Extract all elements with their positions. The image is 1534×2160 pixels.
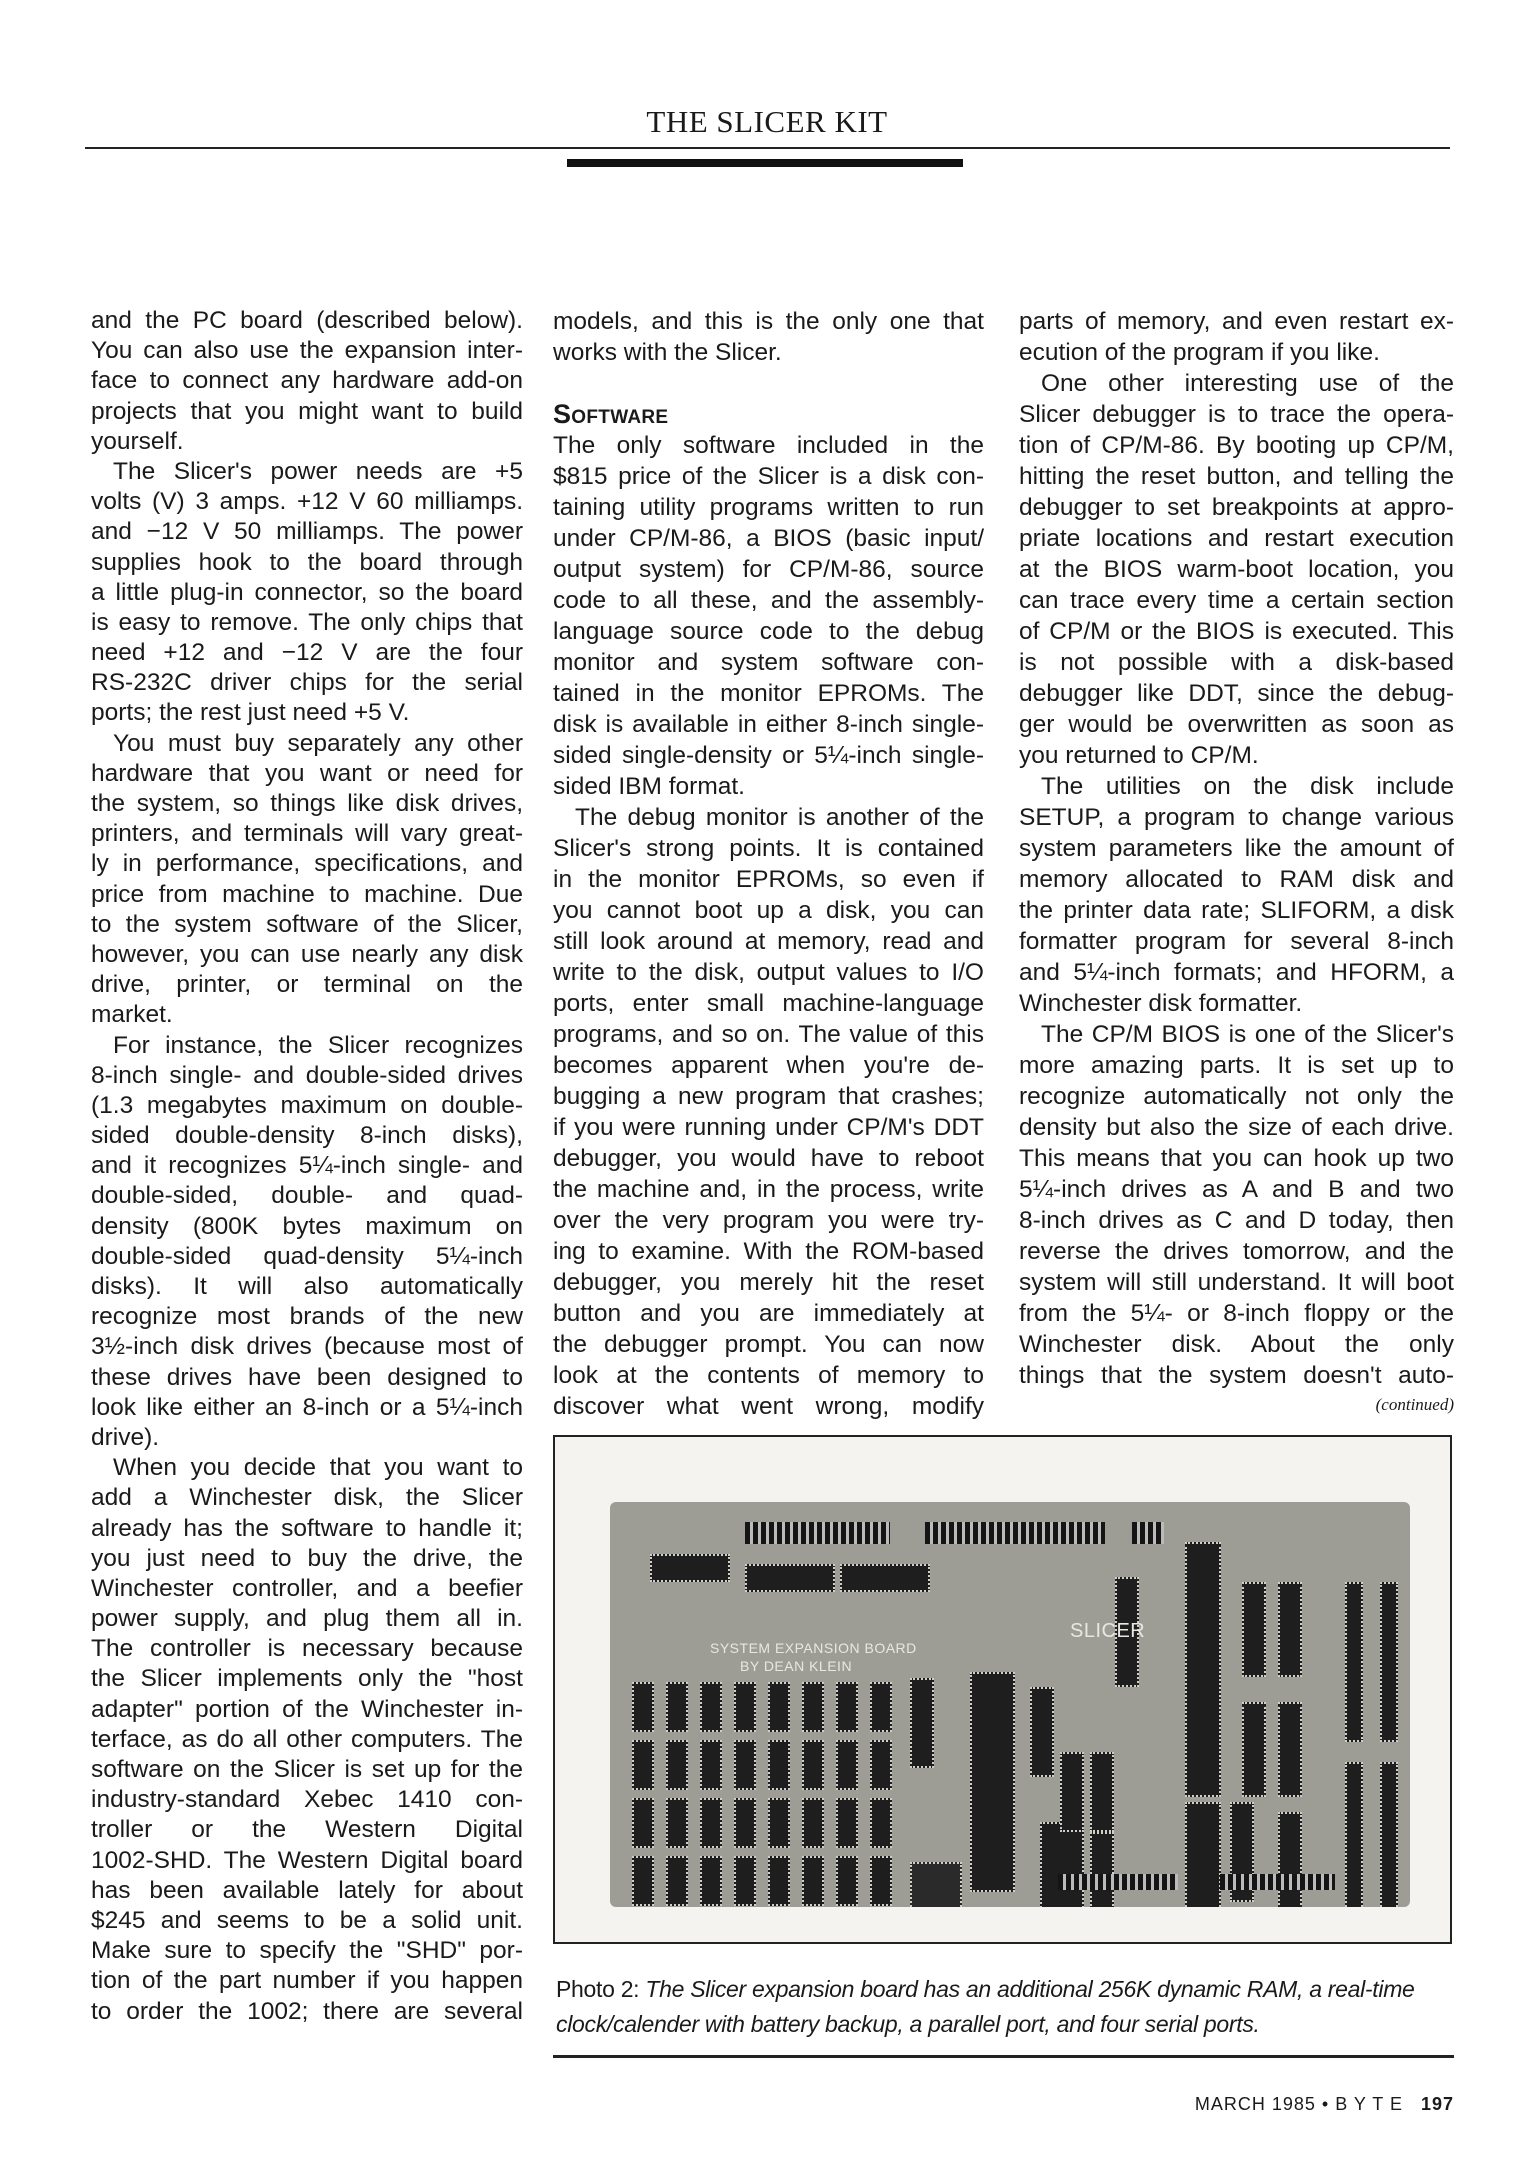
- text-line: look at the contents of memory to: [553, 1362, 984, 1389]
- page-footer: [1195, 2094, 1454, 2115]
- text-line: power supply, and plug them all in.: [91, 1605, 523, 1633]
- text-line: disks). It will also automatically: [91, 1273, 523, 1300]
- text-line: and it recognizes 5¼-inch single- and: [91, 1152, 523, 1180]
- paragraph: [1019, 771, 1454, 1019]
- ic-chip: [1278, 1702, 1302, 1797]
- paragraph: [1019, 306, 1454, 368]
- text-line: of CP/M or the BIOS is executed. This: [1019, 618, 1454, 645]
- text-line: disk is available in either 8-inch single-: [553, 711, 984, 738]
- text-line: language source code to the debug: [553, 618, 984, 645]
- text-line: memory allocated to RAM disk and: [1019, 866, 1454, 893]
- text-line: volts (V) 3 amps. +12 V 60 milliamps.: [91, 488, 523, 516]
- text-line: the machine and, in the process, write: [553, 1176, 984, 1203]
- text-line: One other interesting use of the: [1041, 370, 1454, 397]
- text-line: tained in the monitor EPROMs. The: [553, 680, 984, 707]
- ram-chip: [700, 1798, 722, 1848]
- paragraph: [91, 1031, 523, 1454]
- spacer: [553, 368, 984, 399]
- ram-chip: [666, 1682, 688, 1732]
- text-line: When you decide that you want to: [113, 1454, 523, 1482]
- text-line: bugging a new program that crashes;: [553, 1083, 984, 1110]
- text-line: This means that you can hook up two: [1019, 1145, 1454, 1172]
- text-line: debugger to set breakpoints at appro-: [1019, 494, 1454, 521]
- text-line: debugger like DDT, since the debug-: [1019, 680, 1454, 707]
- ram-chip: [802, 1740, 824, 1790]
- text-line: has been available lately for about: [91, 1876, 523, 1904]
- text-line: sided IBM format.: [553, 773, 745, 800]
- text-line: the system, so things like disk drives,: [91, 790, 523, 817]
- ram-chip: [768, 1856, 790, 1906]
- text-line: tion of CP/M-86. By booting up CP/M,: [1019, 432, 1454, 459]
- text-line: The only software included in the: [553, 432, 984, 459]
- text-line: need +12 and −12 V are the four: [91, 639, 523, 667]
- text-line: printers, and terminals will vary great-: [91, 820, 523, 848]
- text-line: sided single-density or 5¼-inch single-: [553, 742, 984, 769]
- text-line: becomes apparent when you're de-: [553, 1052, 984, 1079]
- photo-caption: [556, 1972, 1454, 2042]
- text-line: ger would be overwritten as soon as: [1019, 711, 1454, 738]
- header-connector: [925, 1522, 1105, 1544]
- header-connector: [1132, 1522, 1164, 1544]
- ram-chip: [632, 1740, 654, 1790]
- ram-chip: [632, 1682, 654, 1732]
- text-line: double-sided quad-density 5¼-inch: [91, 1242, 523, 1270]
- paragraph: [91, 306, 523, 457]
- board-label-slicer: SLICER: [1070, 1620, 1146, 1642]
- text-line: face to connect any hardware add-on: [91, 367, 523, 395]
- text-line: $815 price of the Slicer is a disk con-: [553, 463, 984, 490]
- text-line: priate locations and restart execution: [1019, 525, 1454, 552]
- ram-chip: [836, 1740, 858, 1790]
- text-line: works with the Slicer.: [553, 339, 782, 366]
- paragraph: [1019, 368, 1454, 771]
- text-line: 8-inch single- and double-sided drives: [91, 1061, 523, 1089]
- text-line: Winchester disk. About the only: [1019, 1331, 1454, 1358]
- ram-chip: [870, 1682, 892, 1732]
- paragraph: [553, 802, 984, 1422]
- text-line: code to all these, and the assembly-: [553, 587, 984, 614]
- text-line: 5¼-inch drives as A and B and two: [1019, 1176, 1454, 1203]
- caption-rule: [553, 2055, 1454, 2058]
- text-line: density (800K bytes maximum on: [91, 1212, 523, 1240]
- ram-chip: [870, 1856, 892, 1906]
- text-line: price from machine to machine. Due: [91, 880, 523, 908]
- text-line: and 5¼-inch formats; and HFORM, a: [1019, 959, 1454, 986]
- text-line: is easy to remove. The only chips that: [91, 608, 523, 636]
- text-line: and the PC board (described below).: [91, 307, 523, 334]
- text-line: debugger, you would have to reboot: [553, 1145, 984, 1172]
- text-line: recognize most brands of the new: [91, 1303, 523, 1331]
- text-line: the debugger prompt. You can now: [553, 1331, 984, 1358]
- text-line: programs, and so on. The value of this: [553, 1021, 984, 1048]
- paragraph: [91, 1453, 523, 2027]
- ram-chip: [870, 1740, 892, 1790]
- text-line: $245 and seems to be a solid unit.: [91, 1906, 523, 1934]
- text-line: 3½-inch disk drives (because most of: [91, 1333, 523, 1361]
- ic-chip: [650, 1554, 730, 1582]
- photo-2-frame: [553, 1435, 1452, 1944]
- running-head: THE SLICER KIT: [646, 104, 888, 139]
- ram-chip: [802, 1798, 824, 1848]
- ram-chip: [666, 1856, 688, 1906]
- text-line: ecution of the program if you like.: [1019, 339, 1380, 366]
- ram-chip: [768, 1798, 790, 1848]
- text-line: supplies hook to the board through: [91, 548, 523, 576]
- text-line: recognize automatically not only the: [1019, 1083, 1454, 1110]
- ram-chip: [666, 1740, 688, 1790]
- text-line: to order the 1002; there are several: [91, 1997, 523, 2025]
- ram-chip: [768, 1682, 790, 1732]
- text-line: double-sided, double- and quad-: [91, 1182, 523, 1210]
- text-line: The Slicer's power needs are +5: [113, 457, 523, 485]
- caption-text: The Slicer expansion board has an additional 256K dynamic RAM, a real-time clock/calender with battery backup, a parallel port, and four serial ports.: [556, 1976, 1415, 2037]
- text-line: write to the disk, output values to I/O: [553, 959, 984, 986]
- text-line: if you were running under CP/M's DDT: [553, 1114, 984, 1141]
- ram-chip: [666, 1798, 688, 1848]
- controller-chip: [1185, 1802, 1221, 1907]
- text-line: hardware that you want or need for: [91, 759, 523, 787]
- text-line: you returned to CP/M.: [1019, 742, 1259, 769]
- text-line: yourself.: [91, 427, 184, 455]
- text-line: parts of memory, and even restart ex-: [1019, 308, 1454, 335]
- header-rule: [85, 147, 1450, 149]
- ram-chip: [802, 1856, 824, 1906]
- text-line: drive).: [91, 1423, 160, 1451]
- text-line: models, and this is the only one that: [553, 308, 984, 335]
- text-line: discover what went wrong, modify: [553, 1393, 984, 1420]
- ic-chip: [1060, 1752, 1084, 1832]
- paragraph: [1019, 1019, 1454, 1391]
- text-line: to the system software of the Slicer,: [91, 910, 523, 938]
- paragraph: [553, 430, 984, 802]
- text-line: from the 5¼- or 8-inch floppy or the: [1019, 1300, 1454, 1327]
- text-line: more amazing parts. It is set up to: [1019, 1052, 1454, 1079]
- text-column-3: [1019, 306, 1454, 1419]
- battery-pack: [910, 1862, 962, 1907]
- ram-chip: [836, 1856, 858, 1906]
- text-line: The CP/M BIOS is one of the Slicer's: [1041, 1021, 1454, 1048]
- header-connector: [1058, 1874, 1178, 1890]
- ic-chip: [1242, 1582, 1266, 1677]
- footer-issue: MARCH 1985 • B Y T E: [1194, 2094, 1403, 2114]
- continued-note: (continued): [1375, 1395, 1454, 1414]
- text-column-2: [553, 306, 984, 1422]
- text-line: under CP/M-86, a BIOS (basic input/: [553, 525, 984, 552]
- text-line: add a Winchester disk, the Slicer: [91, 1484, 523, 1512]
- text-line: 1002-SHD. The Western Digital board: [91, 1846, 523, 1874]
- text-line: drive, printer, or terminal on the: [91, 971, 523, 999]
- text-line: debugger, you merely hit the reset: [553, 1269, 984, 1296]
- text-line: can trace every time a certain section: [1019, 587, 1454, 614]
- board-label-title: SYSTEM EXPANSION BOARD: [710, 1640, 917, 1656]
- text-line: these drives have been designed to: [91, 1363, 523, 1391]
- ram-chip: [734, 1740, 756, 1790]
- ic-chip: [910, 1678, 934, 1768]
- ram-chip: [700, 1740, 722, 1790]
- caption-label: Photo 2:: [556, 1976, 640, 2002]
- text-line: you cannot boot up a disk, you can: [553, 897, 984, 924]
- ic-chip: [745, 1564, 835, 1592]
- serial-port-header: [1345, 1762, 1363, 1907]
- ram-chip: [768, 1740, 790, 1790]
- text-line: things that the system doesn't auto-: [1019, 1362, 1454, 1389]
- text-line: troller or the Western Digital: [91, 1816, 523, 1844]
- text-line: still look around at memory, read and: [553, 928, 984, 955]
- text-line: reverse the drives tomorrow, and the: [1019, 1238, 1454, 1265]
- text-line: adapter" portion of the Winchester in-: [91, 1695, 523, 1723]
- text-line: is not possible with a disk-based: [1019, 649, 1454, 676]
- board-label-author: BY DEAN KLEIN: [740, 1658, 853, 1674]
- text-line: industry-standard Xebec 1410 con-: [91, 1786, 523, 1814]
- text-line: ing to examine. With the ROM-based: [553, 1238, 984, 1265]
- text-line: projects that you might want to build: [91, 397, 523, 425]
- text-line: You must buy separately any other: [113, 729, 523, 757]
- ram-chip: [700, 1856, 722, 1906]
- controller-chip: [1185, 1542, 1221, 1797]
- text-line: density but also the size of each drive.: [1019, 1114, 1454, 1141]
- ram-chip: [870, 1798, 892, 1848]
- ram-chip: [734, 1682, 756, 1732]
- text-line: already has the software to handle it;: [91, 1514, 523, 1542]
- text-line: RS-232C driver chips for the serial: [91, 669, 523, 697]
- ic-chip: [1030, 1687, 1054, 1777]
- text-line: terface, as do all other computers. The: [91, 1725, 523, 1753]
- text-line: 8-inch drives as C and D today, then: [1019, 1207, 1454, 1234]
- ic-chip: [1090, 1832, 1114, 1907]
- text-line: ports; the rest just need +5 V.: [91, 699, 410, 727]
- text-line: You can also use the expansion inter-: [91, 337, 523, 365]
- text-line: tion of the part number if you happen: [91, 1967, 523, 1995]
- text-line: software on the Slicer is set up for the: [91, 1756, 523, 1783]
- text-line: at the BIOS warm-boot location, you: [1019, 556, 1454, 583]
- text-line: output system) for CP/M-86, source: [553, 556, 984, 583]
- header-bar: [567, 159, 963, 167]
- ram-chip: [802, 1682, 824, 1732]
- ic-chip: [1040, 1822, 1084, 1907]
- text-line: system will still understand. It will boot: [1019, 1269, 1454, 1296]
- serial-port-header: [1380, 1582, 1398, 1742]
- text-line: the Slicer implements only the "host: [91, 1665, 523, 1693]
- ic-chip: [1278, 1812, 1302, 1907]
- text-line: The controller is necessary because: [91, 1635, 523, 1663]
- text-line: and −12 V 50 milliamps. The power: [91, 518, 523, 546]
- paragraph: [91, 457, 523, 729]
- circuit-board-photo: [610, 1502, 1410, 1907]
- text-line: Winchester controller, and a beefier: [91, 1574, 523, 1602]
- text-line: (1.3 megabytes maximum on double-: [91, 1091, 523, 1119]
- text-line: the printer data rate; SLIFORM, a disk: [1019, 897, 1454, 924]
- ram-chip: [632, 1798, 654, 1848]
- text-line: The utilities on the disk include: [1041, 773, 1454, 800]
- text-line: you just need to buy the drive, the: [91, 1544, 523, 1572]
- ram-chip: [734, 1856, 756, 1906]
- ram-chip: [734, 1798, 756, 1848]
- ram-chip: [836, 1798, 858, 1848]
- ram-chip: [836, 1682, 858, 1732]
- header-connector: [1220, 1874, 1335, 1890]
- text-line: For instance, the Slicer recognizes: [113, 1031, 523, 1059]
- text-line: Winchester disk formatter.: [1019, 990, 1303, 1017]
- text-line: ports, enter small machine-language: [553, 990, 984, 1017]
- text-line: however, you can use nearly any disk: [91, 940, 523, 968]
- cpu-chip: [970, 1672, 1015, 1892]
- text-line: Make sure to specify the "SHD" por-: [91, 1937, 523, 1965]
- text-line: The debug monitor is another of the: [575, 804, 984, 831]
- text-column-1: [91, 306, 523, 2027]
- text-line: a little plug-in connector, so the board: [91, 578, 523, 606]
- text-line: SETUP, a program to change various: [1019, 804, 1454, 831]
- ic-chip: [840, 1564, 930, 1592]
- paragraph: [553, 306, 984, 368]
- ic-chip: [1090, 1752, 1114, 1832]
- text-line: in the monitor EPROMs, so even if: [553, 866, 984, 893]
- section-heading: Software: [553, 399, 669, 429]
- page-number: 197: [1420, 2094, 1454, 2114]
- text-line: sided double-density 8-inch disks),: [91, 1122, 523, 1150]
- text-line: hitting the reset button, and telling the: [1019, 463, 1454, 490]
- text-line: button and you are immediately at: [553, 1300, 984, 1327]
- ic-chip: [1242, 1702, 1266, 1797]
- ic-chip: [1278, 1582, 1302, 1677]
- header-connector: [745, 1522, 890, 1544]
- text-line: formatter program for several 8-inch: [1019, 928, 1454, 955]
- paragraph: [91, 729, 523, 1031]
- text-line: ly in performance, specifications, and: [91, 850, 523, 878]
- text-line: Slicer's strong points. It is contained: [553, 835, 984, 862]
- text-line: taining utility programs written to run: [553, 494, 984, 521]
- serial-port-header: [1380, 1762, 1398, 1907]
- text-line: look like either an 8-inch or a 5¼-inch: [91, 1393, 523, 1421]
- text-line: monitor and system software con-: [553, 649, 984, 676]
- text-line: system parameters like the amount of: [1019, 835, 1454, 862]
- text-line: over the very program you were try-: [553, 1207, 984, 1234]
- text-line: Slicer debugger is to trace the opera-: [1019, 401, 1454, 428]
- text-line: market.: [91, 1001, 173, 1029]
- ram-chip: [700, 1682, 722, 1732]
- ram-chip: [632, 1856, 654, 1906]
- serial-port-header: [1345, 1582, 1363, 1742]
